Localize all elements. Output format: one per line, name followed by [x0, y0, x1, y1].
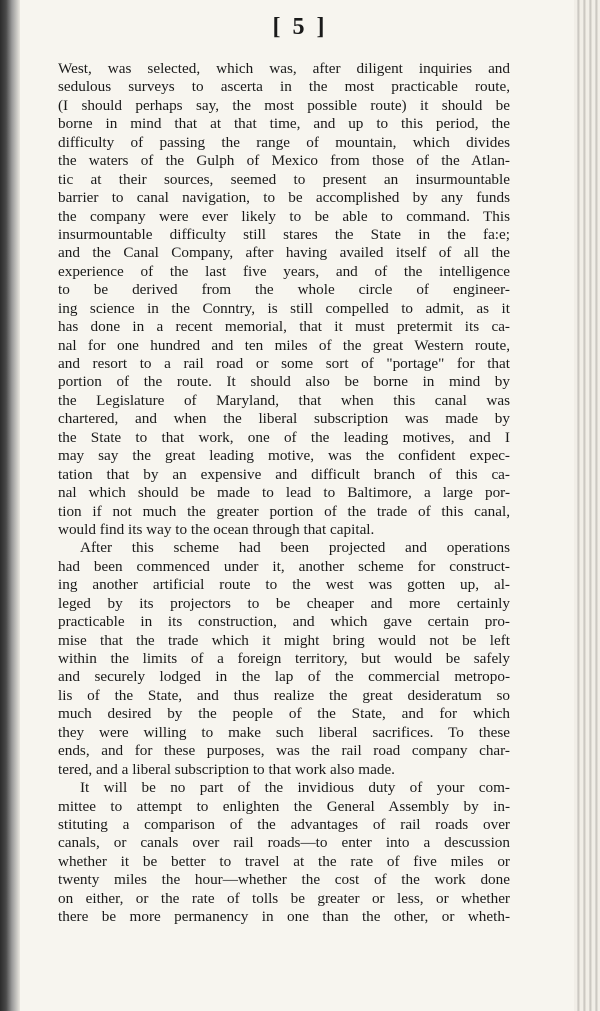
text-line: and the Canal Company, after having availed itself of all the [58, 244, 510, 262]
text-line: After this scheme had been projected and operations [80, 539, 510, 557]
text-line: ends, and for these purposes, was the rail road company char- [58, 742, 510, 760]
text-line: barrier to canal navigation, to be accomplished by any funds [58, 189, 510, 207]
body-text [58, 60, 510, 927]
text-line: there be more permanency in one than the other, or wheth- [58, 908, 510, 926]
text-line: experience of the last five years, and of the intelligence [58, 262, 510, 280]
text-line: has done in a recent memorial, that it must pretermit its ca- [58, 318, 510, 336]
text-line: lis of the State, and thus realize the great desideratum so [58, 686, 510, 704]
text-line: It will be no part of the invidious duty of your com- [80, 779, 510, 797]
text-line: chartered, and when the liberal subscription was made by [58, 410, 510, 428]
text-line: stituting a comparison of the advantages of rail roads over [58, 815, 510, 833]
text-line: leged by its projectors to be cheaper and more certainly [58, 594, 510, 612]
text-line: tic at their sources, seemed to present an insurmountable [58, 170, 510, 188]
text-line: mise that the trade which it might bring would not be left [58, 631, 510, 649]
text-line: may say the great leading motive, was the confident expec- [58, 447, 510, 465]
text-line: and securely lodged in the lap of the commercial metropo- [58, 668, 510, 686]
text-line: ing science in the Conntry, is still compelled to admit, as it [58, 299, 510, 317]
text-line: the State to that work, one of the leading motives, and I [58, 428, 510, 446]
text-line: difficulty of passing the range of mountain, which divides [58, 133, 510, 151]
page-fore-edge [574, 0, 600, 1011]
text-line: tation that by an expensive and difficult branch of this ca- [58, 465, 510, 483]
text-line: nal for one hundred and ten miles of the great Western route, [58, 336, 510, 354]
text-line: the company were ever likely to be able to command. This [58, 207, 510, 225]
text-line: tered, and a liberal subscription to that work also made. [58, 760, 395, 778]
text-line: canals, or canals over rail roads—to enter into a descussion [58, 834, 510, 852]
text-line: (I should perhaps say, the most possible route) it should be [58, 96, 510, 114]
text-line: within the limits of a foreign territory, but would be safely [58, 650, 510, 667]
text-line: had been commenced under it, another scheme for construct- [58, 557, 510, 575]
text-line: they were willing to make such liberal sacrifices. To these [58, 723, 510, 741]
text-line: ing another artificial route to the west was gotten up, al- [58, 576, 510, 594]
text-line: whether it be better to travel at the rate of five miles or [58, 852, 510, 870]
text-line: insurmountable difficulty still stares the State in the fa:e; [58, 225, 510, 243]
text-line: much desired by the people of the State, and for which [58, 705, 510, 723]
text-line: borne in mind that at that time, and up to this period, the [58, 115, 510, 133]
text-line: twenty miles the hour—whether the cost of the work done [58, 871, 510, 889]
text-line: to be derived from the whole circle of engineer- [58, 281, 510, 299]
text-line: mittee to attempt to enlighten the General Assembly by in- [58, 797, 510, 815]
text-line: the Legislature of Maryland, that when this canal was [58, 391, 510, 409]
text-line: West, was selected, which was, after diligent inquiries and [58, 60, 510, 77]
text-line: nal which should be made to lead to Baltimore, a large por- [58, 484, 510, 502]
text-line: sedulous surveys to ascerta in the most practicable route, [58, 78, 510, 96]
text-line: practicable in its construction, and which gave certain pro- [58, 613, 510, 631]
text-line: and resort to a rail road or some sort of "portage" for that [58, 355, 510, 372]
text-line: tion if not much the greater portion of the trade of this canal, [58, 502, 510, 520]
text-line: portion of the route. It should also be borne in mind by [58, 373, 510, 391]
text-line: would find its way to the ocean through that capital. [58, 520, 375, 538]
page-binding-edge [0, 0, 20, 1011]
text-line: the waters of the Gulph of Mexico from those of the Atlan- [58, 152, 510, 170]
text-line: on either, or the rate of tolls be greater or less, or whether [58, 889, 510, 907]
page-number: [ 5 ] [272, 14, 328, 40]
